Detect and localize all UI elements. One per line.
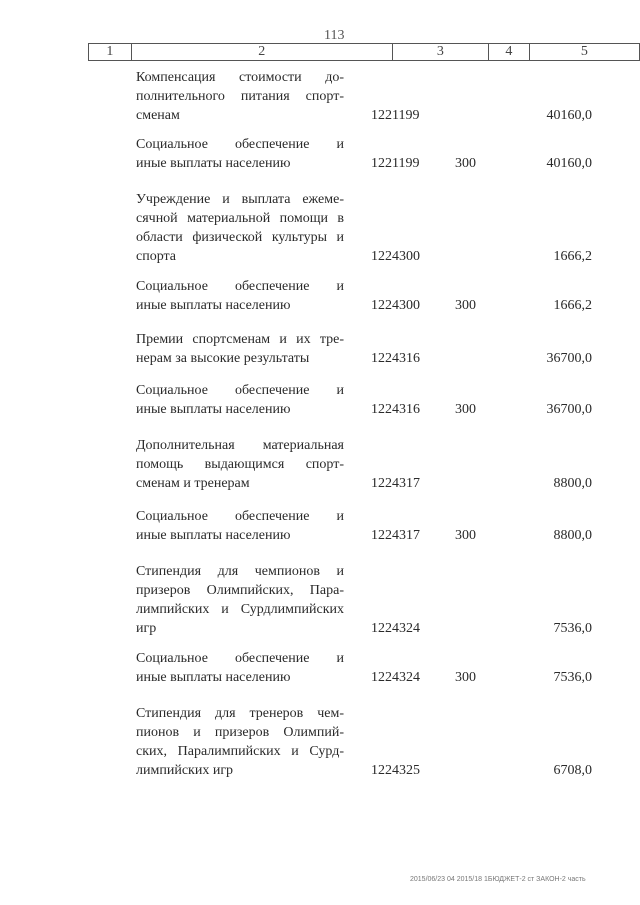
description-line: Социальное обеспечение и [136, 383, 344, 398]
description-line: игр [136, 621, 157, 636]
description-line: Социальное обеспечение и [136, 651, 344, 666]
column-header-1: 1 [89, 44, 132, 61]
description-line: нерам за высокие результаты [136, 351, 310, 366]
column-header-4: 4 [489, 44, 530, 61]
row-amount: 8800,0 [553, 476, 592, 491]
column-header-2: 2 [131, 44, 392, 61]
row-description [136, 190, 344, 266]
row-amount: 40160,0 [546, 156, 592, 171]
description-line: иные выплаты населению [136, 670, 291, 685]
description-line: ских, Паралимпийских и Сурд- [136, 744, 344, 759]
row-code: 1224325 [371, 763, 420, 778]
description-line: лимпийских и Сурдлимпийских [136, 602, 344, 617]
row-code: 1224316 [371, 402, 420, 417]
row-code: 1224324 [371, 621, 420, 636]
description-line: Премии спортсменам и их тре- [136, 332, 344, 347]
row-description [136, 381, 344, 419]
row-description [136, 135, 344, 173]
row-expense-type: 300 [455, 298, 476, 313]
row-code: 1224317 [371, 528, 420, 543]
row-description [136, 330, 344, 368]
description-line: сменам [136, 108, 180, 123]
row-amount: 40160,0 [546, 108, 592, 123]
description-line: Социальное обеспечение и [136, 279, 344, 294]
row-amount: 6708,0 [553, 763, 592, 778]
description-line: пионов и призеров Олимпий- [136, 725, 344, 740]
row-code: 1224300 [371, 298, 420, 313]
row-description [136, 649, 344, 687]
description-line: области физической культуры и [136, 230, 344, 245]
row-amount: 7536,0 [553, 621, 592, 636]
row-expense-type: 300 [455, 156, 476, 171]
description-line: иные выплаты населению [136, 298, 291, 313]
description-line: полнительного питания спорт- [136, 89, 344, 104]
row-description [136, 277, 344, 315]
description-line: спорта [136, 249, 177, 264]
row-expense-type: 300 [455, 670, 476, 685]
row-expense-type: 300 [455, 402, 476, 417]
column-header-3: 3 [392, 44, 488, 61]
column-header-5: 5 [529, 44, 639, 61]
row-description [136, 562, 344, 638]
row-code: 1224317 [371, 476, 420, 491]
description-line: лимпийских игр [136, 763, 234, 778]
row-description [136, 436, 344, 493]
row-description [136, 704, 344, 780]
row-amount: 1666,2 [553, 298, 592, 313]
row-amount: 8800,0 [553, 528, 592, 543]
row-amount: 1666,2 [553, 249, 592, 264]
footer-file-stamp: 2015/06/23 04 2015/18 1БЮДЖЕТ-2 ст ЗАКОН-2 часть [410, 876, 586, 883]
row-code: 1221199 [371, 108, 420, 123]
description-line: иные выплаты населению [136, 528, 291, 543]
row-code: 1224316 [371, 351, 420, 366]
description-line: Учреждение и выплата ежеме- [136, 192, 344, 207]
description-line: сячной материальной помощи в [136, 211, 344, 226]
row-amount: 36700,0 [546, 402, 592, 417]
description-line: сменам и тренерам [136, 476, 250, 491]
description-line: Социальное обеспечение и [136, 509, 344, 524]
description-line: иные выплаты населению [136, 402, 291, 417]
row-code: 1224300 [371, 249, 420, 264]
row-code: 1224324 [371, 670, 420, 685]
row-code: 1221199 [371, 156, 420, 171]
page-number: 113 [324, 28, 345, 43]
row-amount: 7536,0 [553, 670, 592, 685]
description-line: призеров Олимпийских, Пара- [136, 583, 344, 598]
row-description [136, 507, 344, 545]
row-amount: 36700,0 [546, 351, 592, 366]
row-description [136, 68, 344, 125]
description-line: Компенсация стоимости до- [136, 70, 344, 85]
row-expense-type: 300 [455, 528, 476, 543]
description-line: Дополнительная материальная [136, 438, 344, 453]
description-line: Социальное обеспечение и [136, 137, 344, 152]
description-line: иные выплаты населению [136, 156, 291, 171]
description-line: Стипендия для чемпионов и [136, 564, 344, 579]
description-line: Стипендия для тренеров чем- [136, 706, 344, 721]
description-line: помощь выдающимся спорт- [136, 457, 344, 472]
